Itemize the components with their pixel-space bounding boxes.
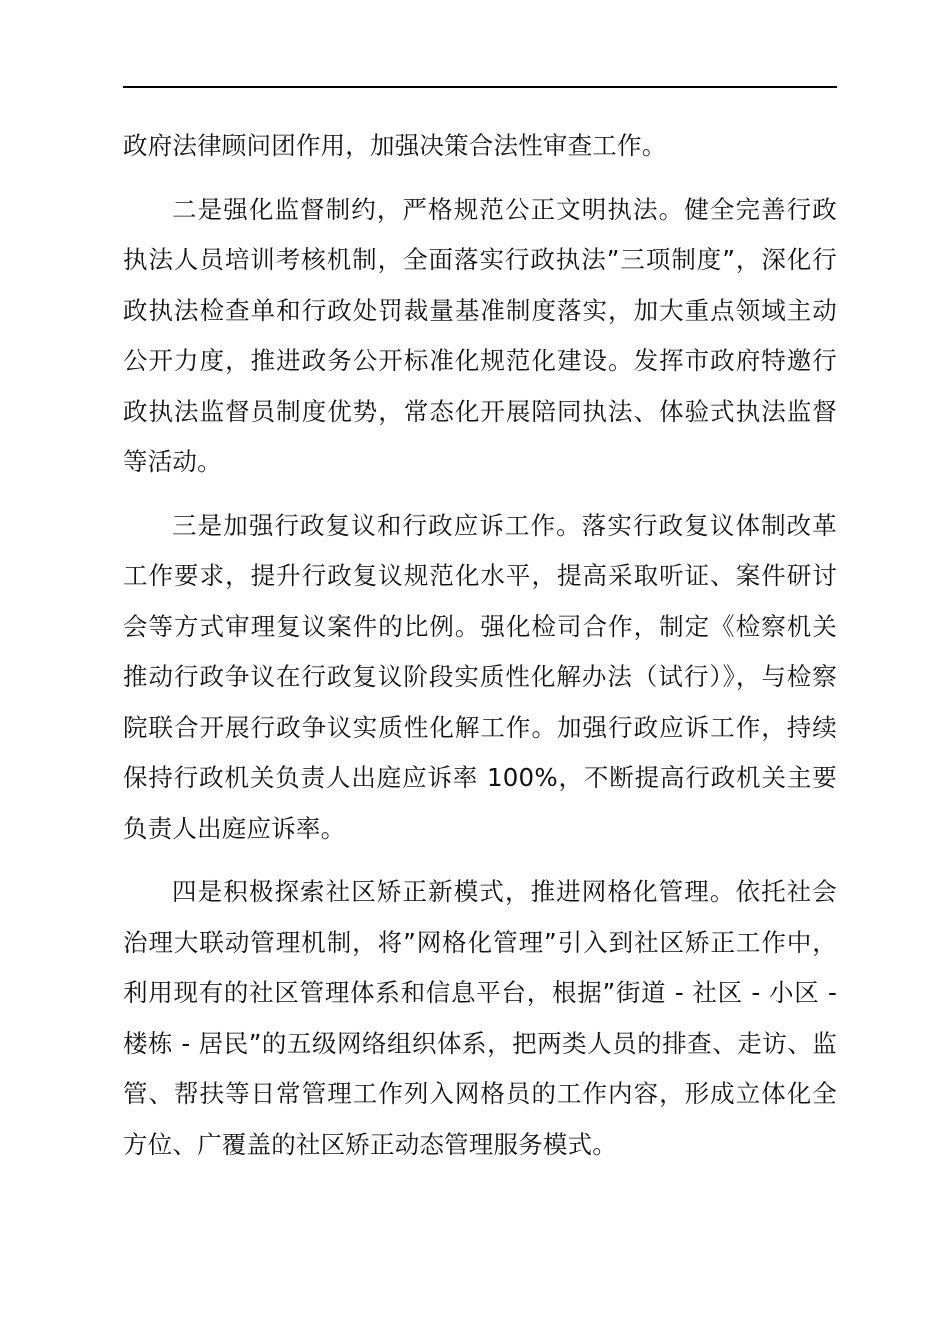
paragraph-administrative-review: 三是加强行政复议和行政应诉工作。落实行政复议体制改革工作要求，提升行政复议规范化水平，提高采取听证、案件研讨会等方式审理复议案件的比例。强化检司合作，制定《检察机关推动行政争议在行政复议阶段实质性化解办法（试行）》，与检察院联合开展行政争议实质性化解工作。加强行政应诉工作，持续保持行政机关负责人出庭应诉率 100%，不断提高行政机关主要负责人出庭应诉率。: [123, 510, 837, 843]
paragraph-continuation: 政府法律顾问团作用，加强决策合法性审查工作。: [123, 131, 667, 160]
document-body: [123, 121, 837, 1170]
header-divider: [123, 86, 837, 88]
paragraph-community-correction: 四是积极探索社区矫正新模式，推进网格化管理。依托社会治理大联动管理机制，将”网格化管理”引入到社区矫正工作中，利用现有的社区管理体系和信息平台，根据”街道 - 社区 - 小区 - 楼栋 - 居民”的五级网络组织体系，把两类人员的排查、走访、监管、帮扶等日常管理工作列入网格员的工作内容，形成立体化全方位、广覆盖的社区矫正动态管理服务模式。: [123, 877, 837, 1159]
paragraph-supervision: 二是强化监督制约，严格规范公正文明执法。健全完善行政执法人员培训考核机制，全面落实行政执法”三项制度”，深化行政执法检查单和行政处罚裁量基准制度落实，加大重点领域主动公开力度，推进政务公开标准化规范化建设。发挥市政府特邀行政执法监督员制度优势，常态化开展陪同执法、体验式执法监督等活动。: [123, 194, 837, 476]
